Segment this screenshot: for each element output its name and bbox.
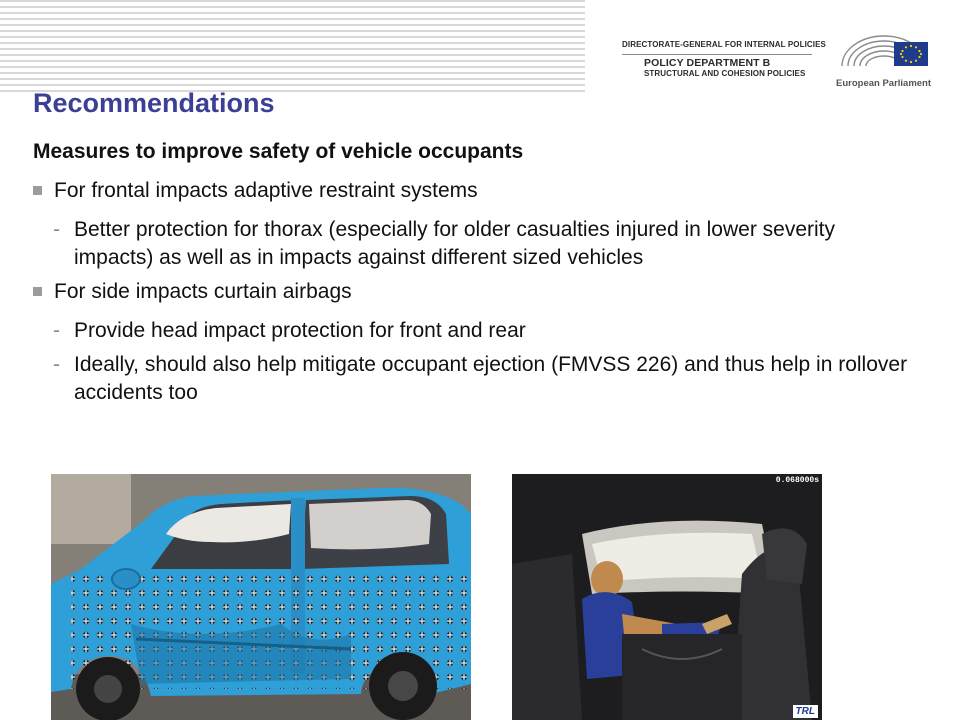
sub-bullet-text: Better protection for thorax (especially for older casualties injured in lower severity impacts) as well as in impacts against different sized vehicles	[74, 218, 836, 269]
sub-bullet-item	[33, 317, 913, 345]
bullet-text: For frontal impacts adaptive restraint systems	[54, 179, 478, 202]
logo-label: European Parliament	[836, 78, 932, 89]
sub-bullet-text: Ideally, should also help mitigate occupant ejection (FMVSS 226) and thus help in rollover accidents too	[74, 353, 908, 404]
sub-bullet-item	[33, 216, 913, 272]
department-text: POLICY DEPARTMENT B	[644, 57, 771, 69]
bullet-item	[33, 177, 913, 205]
square-bullet-icon	[33, 186, 42, 195]
video-timestamp: 0.068000s	[775, 476, 819, 485]
sub-bullet-item	[33, 351, 913, 407]
interior-airbag-photo	[512, 474, 822, 720]
bullet-item	[33, 278, 913, 306]
bullet-list	[33, 177, 913, 413]
square-bullet-icon	[33, 287, 42, 296]
dash-bullet-icon: -	[53, 353, 60, 376]
dash-bullet-icon: -	[53, 218, 60, 241]
sub-bullet-text: Provide head impact protection for front and rear	[74, 319, 526, 342]
trl-logo: TRL	[793, 705, 818, 718]
crash-car-illustration	[51, 474, 471, 720]
crash-car-photo	[51, 474, 471, 720]
header-divider	[622, 54, 812, 55]
bullet-text: For side impacts curtain airbags	[54, 280, 352, 303]
slide-subtitle: Measures to improve safety of vehicle occupants	[33, 140, 524, 163]
slide-title: Recommendations	[33, 88, 275, 118]
directorate-header	[622, 40, 826, 78]
policies-text: STRUCTURAL AND COHESION POLICIES	[644, 69, 806, 78]
directorate-text: DIRECTORATE-GENERAL FOR INTERNAL POLICIES	[622, 40, 826, 49]
header-stripes	[0, 0, 585, 96]
interior-illustration	[512, 474, 822, 720]
dash-bullet-icon: -	[53, 319, 60, 342]
